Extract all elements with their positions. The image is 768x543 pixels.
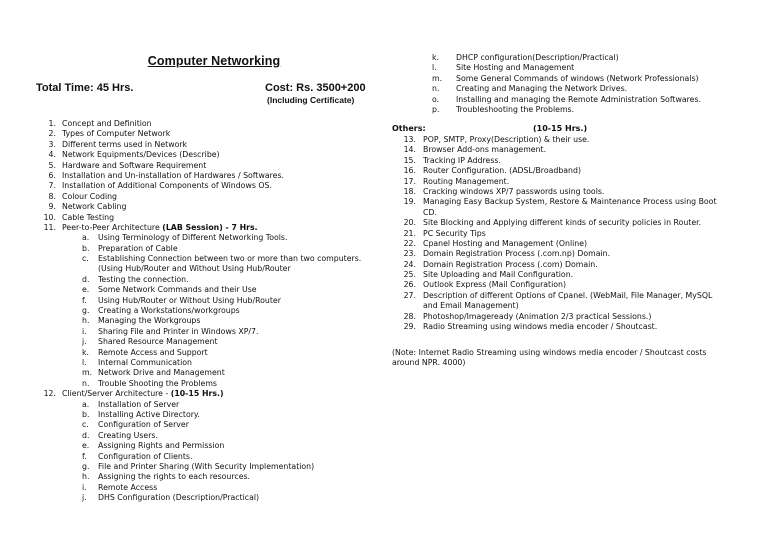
item-number: 10. bbox=[43, 212, 56, 222]
item-text: Network Cabling bbox=[62, 202, 127, 212]
item-text: DHCP configuration(Description/Practical) bbox=[456, 53, 619, 62]
item-text: Cpanel Hosting and Management (Online) bbox=[423, 238, 588, 248]
item-text: Domain Registration Process (.com) Domain. bbox=[423, 259, 598, 269]
item-text: Site Blocking and Applying different kinds of security policies in Router. bbox=[423, 218, 702, 228]
item-number: 12. bbox=[43, 389, 56, 399]
item-number: 26. bbox=[403, 280, 416, 290]
item-text: Installing Active Directory. bbox=[98, 409, 200, 419]
item-number: 15. bbox=[403, 155, 416, 165]
item-text: Using Hub/Router or Without Using Hub/Router bbox=[98, 295, 281, 305]
item-text: Client/Server Architecture - (10-15 Hrs.) bbox=[62, 389, 224, 399]
item-text: Using Terminology of Different Networking Tools. bbox=[98, 233, 288, 243]
item-text: POP, SMTP, Proxy(Description) & their use. bbox=[423, 135, 590, 144]
item-number: o. bbox=[432, 94, 440, 104]
item-text: Some General Commands of windows (Network Professionals) bbox=[456, 73, 699, 83]
item-text: Concept and Definition bbox=[62, 119, 152, 128]
item-number: 8. bbox=[48, 191, 56, 201]
item-number: 7. bbox=[48, 181, 56, 191]
item-number: 29. bbox=[403, 322, 416, 332]
item-number: e. bbox=[82, 441, 90, 451]
item-number: 24. bbox=[403, 259, 416, 269]
item-number: n. bbox=[432, 84, 440, 94]
item-text: Installing and managing the Remote Administration Softwares. bbox=[456, 94, 702, 104]
item-hours: (10-15 Hrs.) bbox=[170, 389, 224, 399]
item-text: Browser Add-ons management. bbox=[423, 145, 547, 155]
item-number: g. bbox=[82, 461, 90, 471]
item-text: Managing the Workgroups bbox=[98, 316, 201, 326]
item-text: Cable Testing bbox=[62, 212, 115, 222]
item-text: Managing Easy Backup System, Restore & Maintenance Process using Boot CD. bbox=[423, 197, 717, 217]
item-number: 17. bbox=[403, 176, 416, 186]
item-number: n. bbox=[82, 378, 90, 388]
item-text: Hardware and Software Requirement bbox=[62, 160, 207, 170]
item-text: Router Configuration. (ADSL/Broadband) bbox=[423, 166, 581, 176]
item-number: 4. bbox=[48, 150, 56, 160]
item-text: Tracking IP Address. bbox=[423, 155, 501, 165]
course-cost: Cost: Rs. 3500+200 bbox=[265, 82, 366, 94]
item-number: j. bbox=[82, 337, 87, 347]
item-number: l. bbox=[82, 358, 87, 367]
item-text: Network Drive and Management bbox=[98, 368, 225, 378]
item-text: Preparation of Cable bbox=[98, 243, 178, 253]
item-number: j. bbox=[82, 493, 87, 503]
item-text: Colour Coding bbox=[62, 191, 117, 201]
item-text: Outlook Express (Mail Configuration) bbox=[423, 280, 567, 290]
item-number: h. bbox=[82, 316, 90, 326]
item-number: a. bbox=[82, 233, 90, 243]
item-text: Configuration of Clients. bbox=[98, 451, 193, 461]
item-number: 14. bbox=[403, 145, 416, 155]
item-number: g. bbox=[82, 306, 90, 316]
item-text: Domain Registration Process (.com.np) Domain. bbox=[423, 249, 611, 259]
item-number: m. bbox=[432, 73, 443, 83]
item-number: 6. bbox=[48, 170, 56, 180]
item-number: 21. bbox=[403, 228, 416, 238]
item-text: Routing Management. bbox=[423, 176, 510, 186]
item-number: 13. bbox=[403, 135, 416, 144]
item-number: l. bbox=[432, 63, 437, 73]
item-number: 19. bbox=[403, 197, 416, 207]
item-text: Testing the connection. bbox=[98, 274, 189, 284]
others-hours: (10-15 Hrs.) bbox=[533, 124, 588, 133]
item-text: Description of different Options of Cpanel. (WebMail, File Manager, MySQL and Email Management) bbox=[423, 290, 713, 311]
item-text: File and Printer Sharing (With Security Implementation) bbox=[98, 461, 315, 471]
item-number: d. bbox=[82, 274, 90, 284]
item-text: Some Network Commands and their Use bbox=[98, 285, 257, 295]
item-text: Creating and Managing the Network Drives. bbox=[456, 84, 628, 94]
item-number: i. bbox=[82, 326, 87, 336]
item-text: Establishing Connection between two or more than two computers. (Using Hub/Router and Without Using Hub/Router bbox=[98, 254, 362, 274]
item-text: Creating Users. bbox=[98, 430, 158, 440]
item-number: k. bbox=[432, 53, 439, 62]
item-text: Remote Access bbox=[98, 482, 158, 492]
others-label: Others: bbox=[392, 124, 426, 133]
item-text: Radio Streaming using windows media encoder / Shoutcast. bbox=[423, 322, 658, 332]
item-text: Configuration of Server bbox=[98, 420, 189, 430]
item-text: Shared Resource Management bbox=[98, 337, 218, 347]
item-number: f. bbox=[82, 451, 87, 461]
item-text: Installation of Server bbox=[98, 399, 180, 409]
item-text: Types of Computer Network bbox=[62, 129, 171, 139]
item-number: 11. bbox=[43, 222, 56, 232]
item-number: 2. bbox=[48, 129, 56, 139]
item-number: 20. bbox=[403, 218, 416, 228]
item-number: m. bbox=[82, 368, 93, 378]
item-number: i. bbox=[82, 482, 87, 492]
item-number: 16. bbox=[403, 166, 416, 176]
item-number: p. bbox=[432, 104, 440, 114]
item-text: Troubleshooting the Problems. bbox=[456, 104, 575, 114]
item-number: 1. bbox=[48, 119, 56, 128]
item-number: h. bbox=[82, 472, 90, 482]
item-text: Assigning the rights to each resources. bbox=[98, 472, 251, 482]
item-text: Cracking windows XP/7 passwords using tools. bbox=[423, 186, 605, 196]
item-number: c. bbox=[82, 420, 89, 430]
item-number: 28. bbox=[403, 311, 416, 321]
item-number: e. bbox=[82, 285, 90, 295]
item-number: c. bbox=[82, 254, 89, 264]
item-text: Trouble Shooting the Problems bbox=[98, 378, 217, 388]
item-text: DHS Configuration (Description/Practical) bbox=[98, 493, 260, 503]
item-text: Installation of Additional Components of Windows OS. bbox=[62, 181, 272, 191]
item-text: Installation and Un-installation of Hardwares / Softwares. bbox=[62, 170, 284, 180]
item-number: 22. bbox=[403, 238, 416, 248]
item-number: 3. bbox=[48, 139, 56, 149]
item-number: 27. bbox=[403, 290, 416, 300]
item-number: f. bbox=[82, 295, 87, 305]
item-text: Peer-to-Peer Architecture (LAB Session) - 7 Hrs. bbox=[62, 222, 258, 232]
item-number: b. bbox=[82, 243, 90, 253]
item-text: PC Security Tips bbox=[423, 228, 486, 238]
item-number: 5. bbox=[48, 160, 56, 170]
item-text: Site Uploading and Mail Configuration. bbox=[423, 270, 574, 280]
item-number: a. bbox=[82, 399, 90, 409]
item-text: Network Equipments/Devices (Describe) bbox=[62, 150, 220, 160]
item-text: Different terms used in Network bbox=[62, 139, 188, 149]
page-title: Computer Networking bbox=[147, 54, 281, 68]
footnote: (Note: Internet Radio Streaming using windows media encoder / Shoutcast costs around NPR. 4000) bbox=[392, 348, 707, 368]
item-text: Site Hosting and Management bbox=[456, 63, 575, 73]
item-number: 9. bbox=[48, 202, 56, 212]
item-text: Remote Access and Support bbox=[98, 347, 208, 357]
certificate-note: (Including Certificate) bbox=[267, 95, 355, 105]
item-number: 25. bbox=[403, 270, 416, 280]
others-heading bbox=[392, 124, 588, 133]
item-hours: (LAB Session) - 7 Hrs. bbox=[162, 222, 258, 232]
item-text: Photoshop/Imageready (Animation 2/3 practical Sessions.) bbox=[423, 311, 652, 321]
item-text: Creating a Workstations/workgroups bbox=[98, 306, 240, 316]
item-text: Sharing File and Printer in Windows XP/7. bbox=[98, 326, 259, 336]
total-time: Total Time: 45 Hrs. bbox=[36, 82, 134, 94]
item-number: 18. bbox=[403, 186, 416, 196]
item-text: Internal Communication bbox=[98, 358, 192, 367]
item-number: d. bbox=[82, 430, 90, 440]
item-number: b. bbox=[82, 409, 90, 419]
item-text: Assigning Rights and Permission bbox=[98, 441, 225, 451]
item-number: 23. bbox=[403, 249, 416, 259]
item-number: k. bbox=[82, 347, 89, 357]
